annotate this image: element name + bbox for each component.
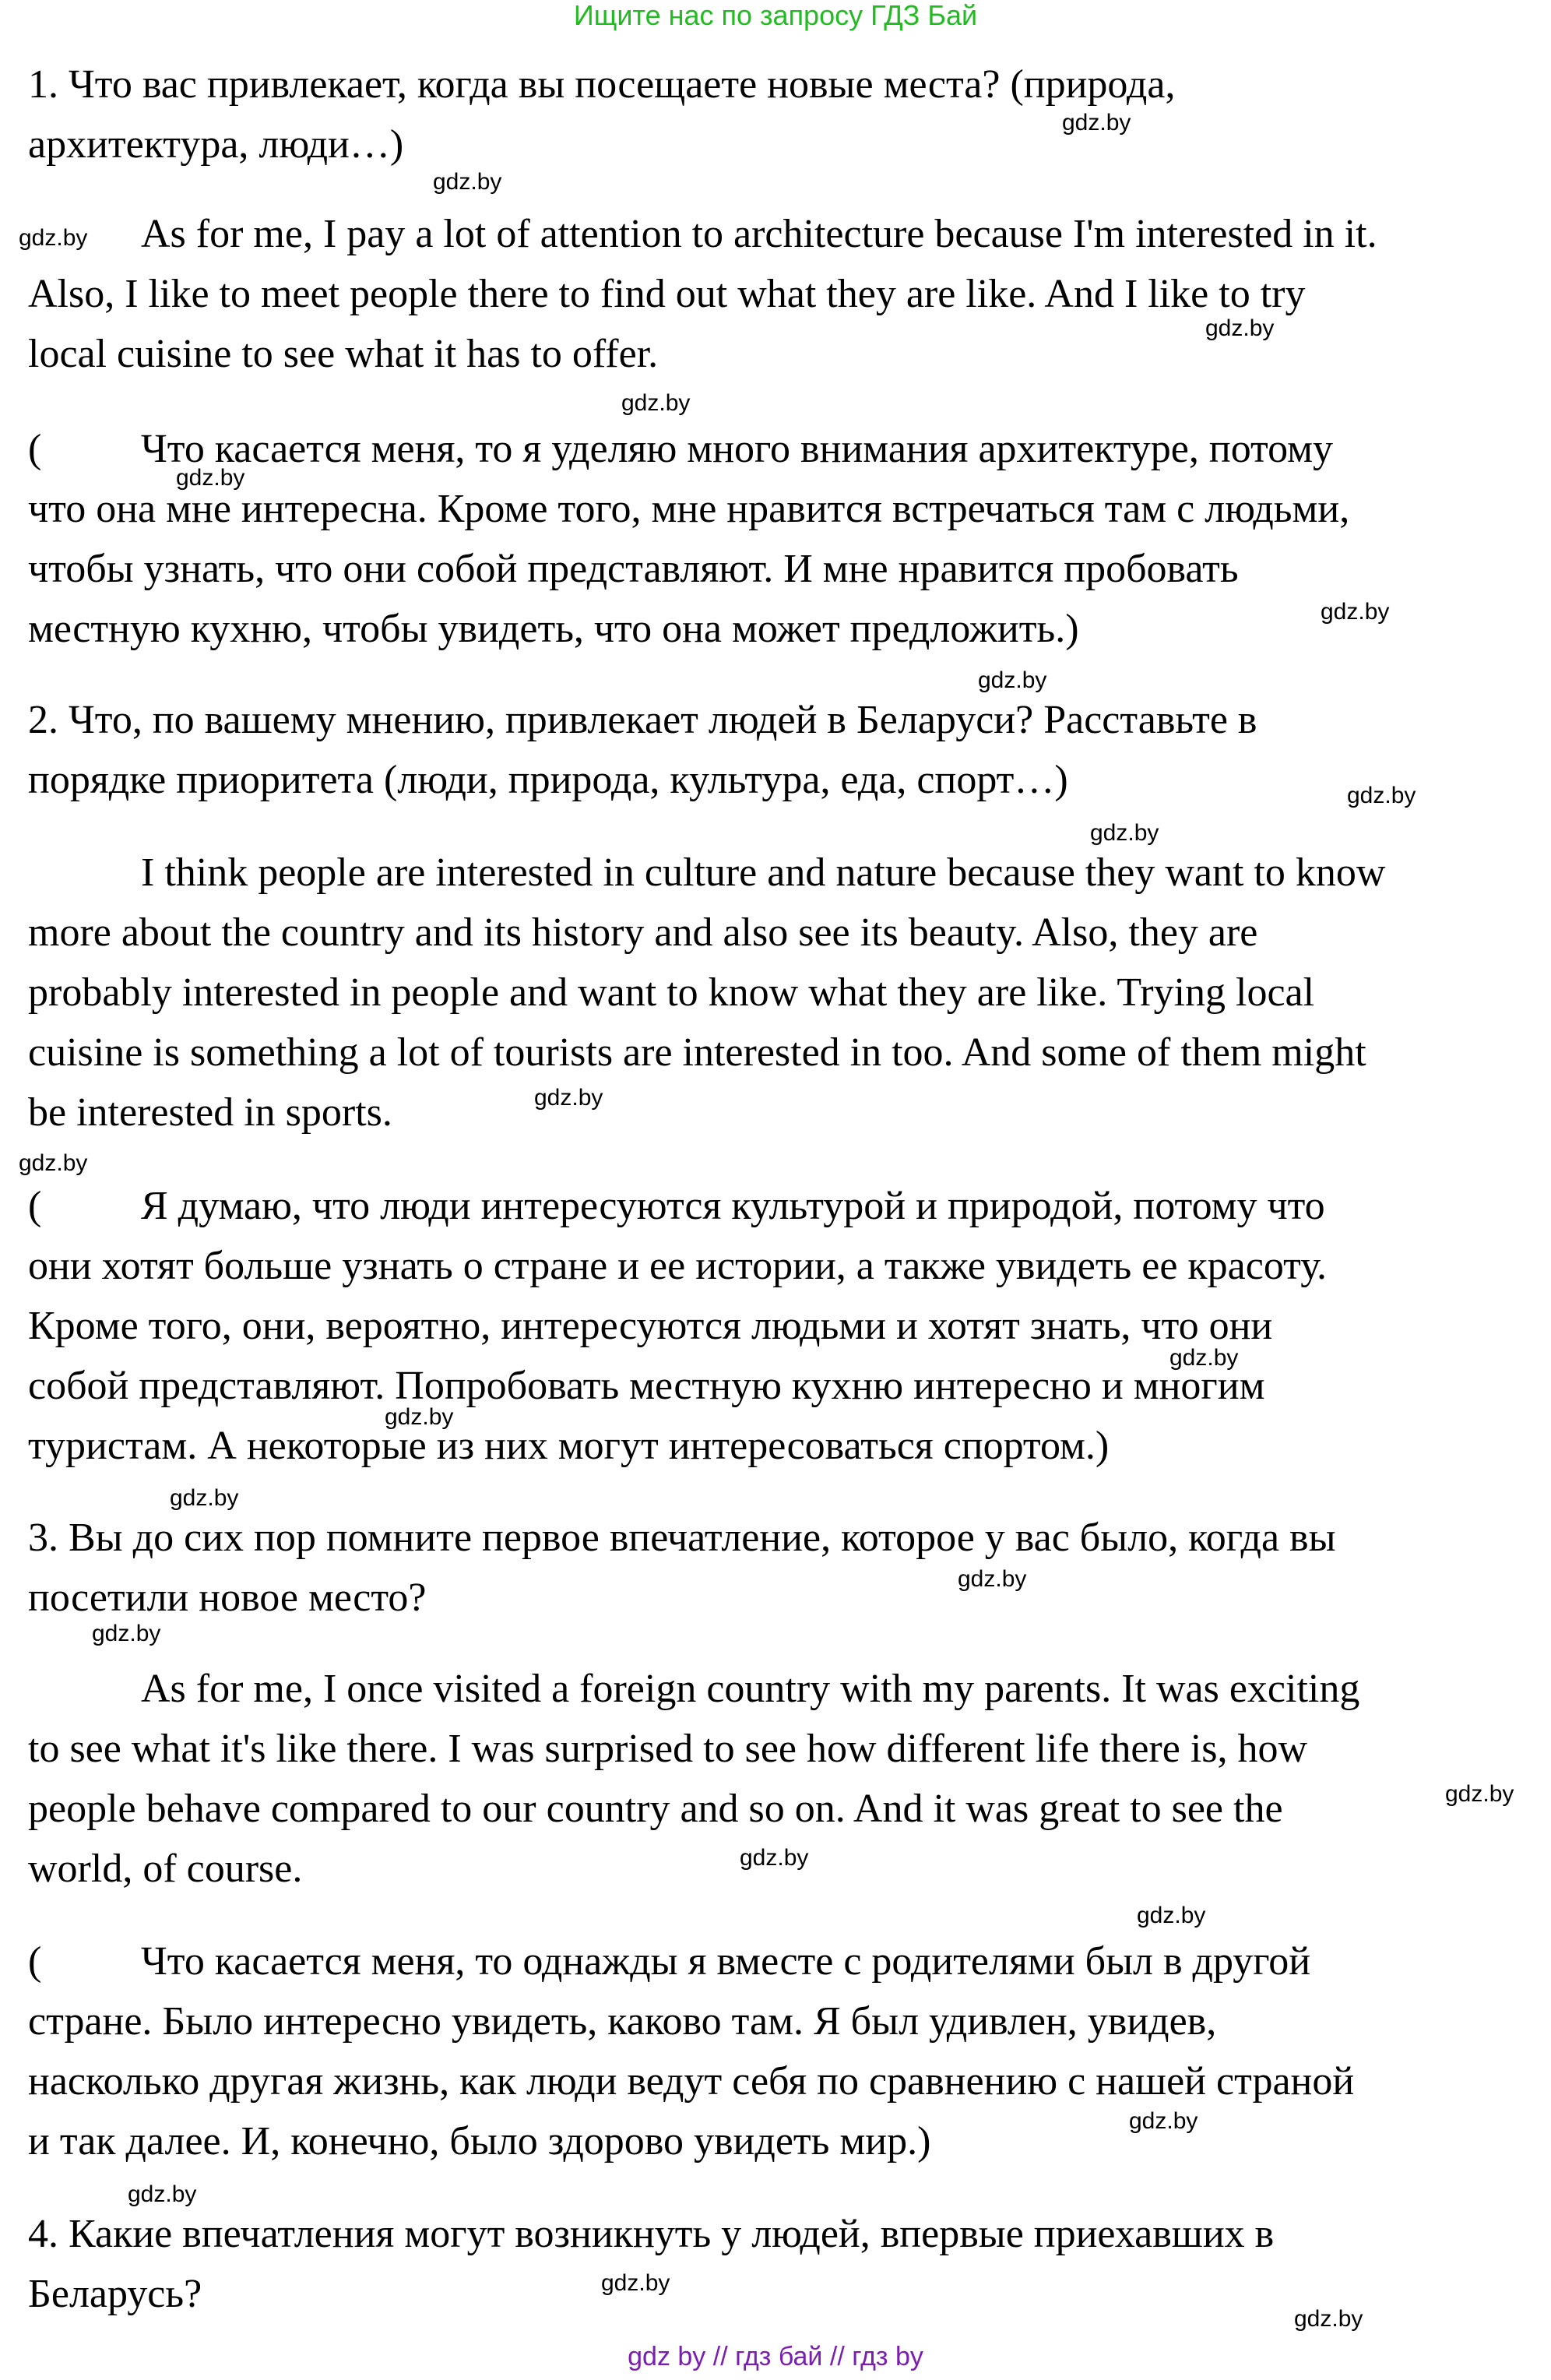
watermark: gdz.by [176,465,245,491]
watermark: gdz.by [958,1566,1027,1592]
question-3 [28,1508,1539,1628]
watermark: gdz.by [978,667,1047,693]
translation-line: местную кухню, чтобы увидеть, что она может предложить.) [28,607,1079,651]
answer-line: world, of course. [28,1847,303,1891]
question-2 [28,690,1539,810]
watermark: gdz.by [621,390,691,416]
watermark: gdz.by [1321,599,1390,625]
watermark: gdz.by [19,225,88,251]
translation-line: собой представляют. Попробовать местную кухню интересно и многим [28,1364,1265,1408]
watermark: gdz.by [1169,1345,1239,1371]
answer-line: people behave compared to our country and so on. And it was great to see the [28,1787,1283,1831]
answer-line: I think people are interested in culture and nature because they want to know [141,850,1386,895]
answer-line: Also, I like to meet people there to find out what they are like. And I like to try [28,272,1306,316]
question-line: 2. Что, по вашему мнению, привлекает людей в Беларуси? Расставьте в [28,698,1257,742]
answer-line: be interested in sports. [28,1090,392,1135]
watermark: gdz.by [1062,110,1131,136]
question-line: Беларусь? [28,2272,202,2316]
question-line: 3. Вы до сих пор помните первое впечатление, которое у вас было, когда вы [28,1516,1336,1560]
translation-line: туристам. А некоторые из них могут интересоваться спортом.) [28,1424,1110,1468]
translation-line: насколько другая жизнь, как люди ведут себя по сравнению с нашей страной [28,2059,1355,2104]
answer-line: probably interested in people and want to know what they are like. Trying local [28,970,1315,1015]
watermark: gdz.by [1445,1781,1514,1807]
footer-links[interactable]: gdz by // гдз бай // гдз by [628,2342,923,2371]
translation-line: ( Что касается меня, то я уделяю много внимания архитектуре, потому [28,427,1333,471]
translation-line: чтобы узнать, что они собой представляют. И мне нравится пробовать [28,547,1239,591]
question-1 [28,55,1539,174]
question-line: 1. Что вас привлекает, когда вы посещаете новые места? (природа, [28,62,1176,107]
watermark: gdz.by [740,1845,809,1871]
translation-1 [28,419,1539,659]
answer-line: local cuisine to see what it has to offer. [28,332,659,376]
question-line: посетили новое место? [28,1576,427,1620]
watermark: gdz.by [1090,820,1159,846]
translation-line: они хотят больше узнать о стране и ее истории, а также увидеть ее красоту. [28,1244,1327,1288]
answer-1 [28,204,1539,384]
translation-2 [28,1176,1539,1476]
answer-2 [28,843,1539,1142]
watermark: gdz.by [19,1150,88,1176]
watermark: gdz.by [1294,2306,1363,2332]
watermark: gdz.by [534,1085,603,1111]
translation-line: ( Что касается меня, то однажды я вместе с родителями был в другой [28,1939,1311,1984]
translation-line: стране. Было интересно увидеть, каково там. Я был удивлен, увидев, [28,1999,1217,2044]
watermark: gdz.by [433,169,502,195]
watermark: gdz.by [385,1404,454,1430]
watermark: gdz.by [601,2270,670,2296]
watermark: gdz.by [1205,315,1275,341]
translation-line: что она мне интересна. Кроме того, мне нравится встречаться там с людьми, [28,487,1350,531]
answer-line: cuisine is something a lot of tourists are interested in too. And some of them might [28,1030,1366,1075]
translation-line: ( Я думаю, что люди интересуются культурой и природой, потому что [28,1184,1325,1228]
question-line: порядке приоритета (люди, природа, культура, еда, спорт…) [28,758,1068,802]
watermark: gdz.by [1129,2108,1198,2134]
question-line: архитектура, люди…) [28,122,404,167]
watermark: gdz.by [170,1485,239,1511]
watermark: gdz.by [92,1621,161,1646]
translation-line: Кроме того, они, вероятно, интересуются людьми и хотят знать, что они [28,1304,1273,1348]
answer-line: As for me, I pay a lot of attention to architecture because I'm interested in it. [141,212,1377,256]
search-banner[interactable]: Ищите нас по запросу ГДЗ Бай [573,0,978,31]
answer-line: to see what it's like there. I was surprised to see how different life there is, how [28,1727,1308,1771]
watermark: gdz.by [1347,783,1416,808]
watermark: gdz.by [128,2181,197,2207]
watermark: gdz.by [1137,1903,1206,1928]
answer-line: more about the country and its history and also see its beauty. Also, they are [28,910,1258,955]
translation-3 [28,1931,1539,2171]
answer-line: As for me, I once visited a foreign country with my parents. It was exciting [141,1667,1360,1711]
translation-line: и так далее. И, конечно, было здорово увидеть мир.) [28,2119,931,2163]
question-line: 4. Какие впечатления могут возникнуть у людей, впервые приехавших в [28,2212,1275,2256]
